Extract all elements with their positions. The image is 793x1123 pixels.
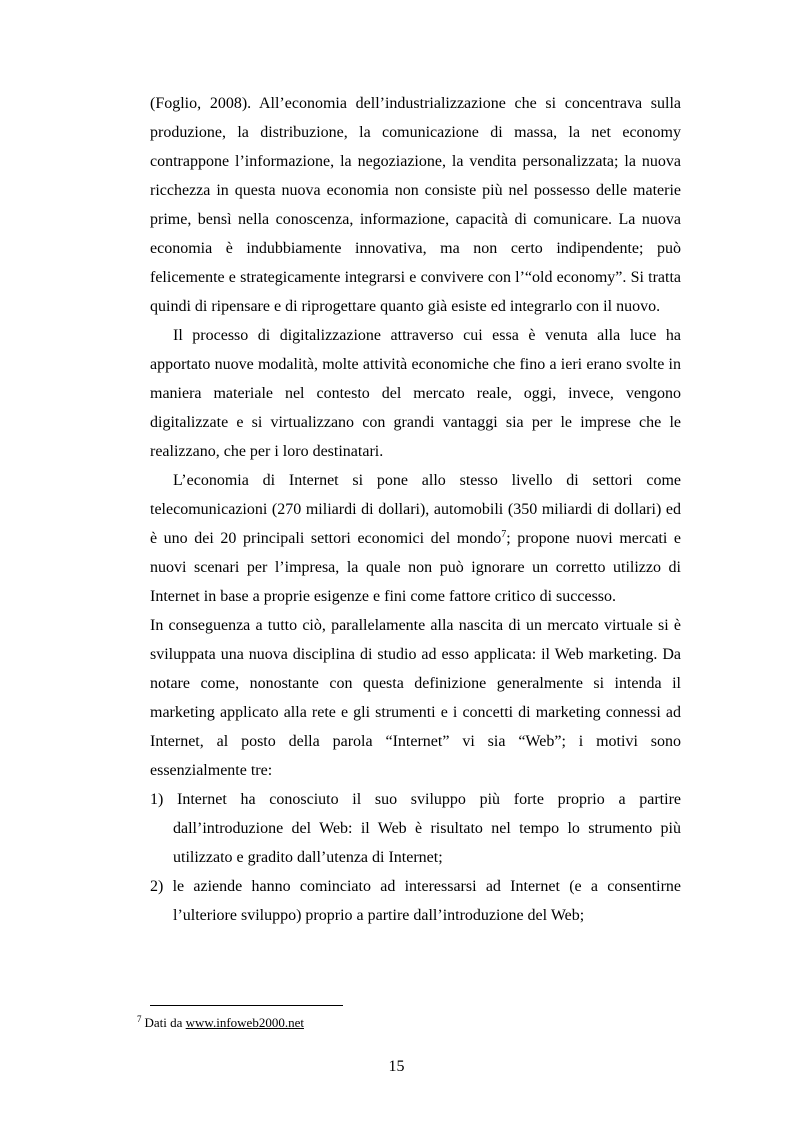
page-number: 15 [388, 1058, 405, 1075]
paragraph-3-text-before: L’economia di Internet si pone allo stesso livello di settori come telecomunicazioni (270 miliardi di dollari), automobili (350 miliardi di dollari) ed è uno dei 20 principali settori economici del mondo [150, 472, 681, 547]
footnote-link[interactable]: www.infoweb2000.net [185, 1015, 304, 1030]
list-item-1: 1) Internet ha conosciuto il suo sviluppo più forte proprio a partire dall’introduzione del Web: il Web è risultato nel tempo lo strumento più utilizzato e gradito dall’utenza di Internet; [150, 791, 681, 866]
footnote-prefix: Dati da [144, 1015, 186, 1030]
paragraph-1: (Foglio, 2008). All’economia dell’industrializzazione che si concentrava sulla produzione, la distribuzione, la comunicazione di massa, la net economy contrappone l’informazione, la negoziazione, la vendita personalizzata; la nuova ricchezza in questa nuova economia non consiste più nel possesso delle materie prime, bensì nella conoscenza, informazione, capacità di comunicare. La nuova economia è indubbiamente innovativa, ma non certo indipendente; può felicemente e strategicamente integrarsi e convivere con l’“old economy”. Si tratta quindi di ripensare e di riprogettare quanto già esiste ed integrarlo con il nuovo. [150, 95, 681, 315]
footnote-divider [150, 1005, 343, 1006]
body-text [150, 89, 681, 930]
footnote-number: 7 [137, 1014, 142, 1024]
list-item-2: 2) le aziende hanno cominciato ad interessarsi ad Internet (e a consentirne l’ulteriore sviluppo) proprio a partire dall’introduzione del Web; [150, 878, 681, 924]
footnote-reference[interactable]: 7 [501, 529, 507, 540]
footnote [137, 1014, 304, 1032]
paragraph-2: Il processo di digitalizzazione attraverso cui essa è venuta alla luce ha apportato nuove modalità, molte attività economiche che fino a ieri erano svolte in maniera materiale nel contesto del mercato reale, oggi, invece, vengono digitalizzate e si virtualizzano con grandi vantaggi sia per le imprese che le realizzano, che per i loro destinatari. [150, 327, 681, 460]
paragraph-3-text-after: ; propone nuovi mercati e nuovi scenari per l’impresa, la quale non può ignorare un corretto utilizzo di Internet in base a proprie esigenze e fini come fattore critico di successo. [150, 530, 681, 605]
paragraph-3 [150, 466, 681, 611]
paragraph-4: In conseguenza a tutto ciò, parallelamente alla nascita di un mercato virtuale si è sviluppata una nuova disciplina di studio ad esso applicata: il Web marketing. Da notare come, nonostante con questa definizione generalmente si intenda il marketing applicato alla rete e gli strumenti e i concetti di marketing connessi ad Internet, al posto della parola “Internet” vi sia “Web”; i motivi sono essenzialmente tre: [150, 617, 681, 779]
